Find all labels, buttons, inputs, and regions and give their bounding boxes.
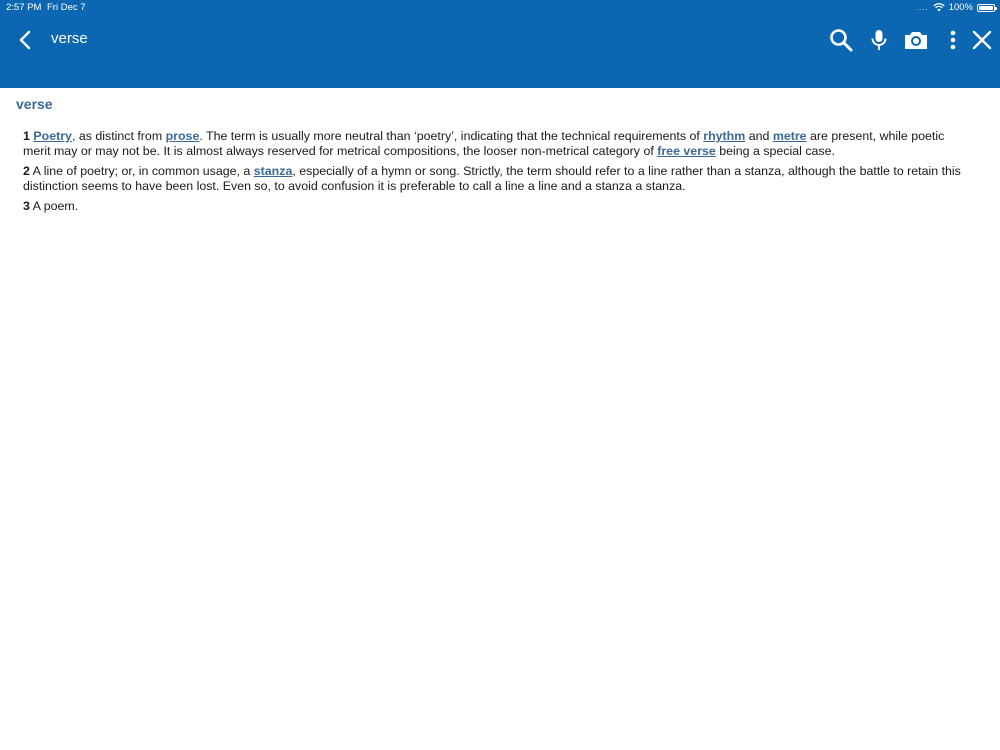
definition-number: 1 xyxy=(23,129,30,143)
cross-reference-link[interactable]: free verse xyxy=(657,144,716,158)
nav-bar xyxy=(0,22,1000,58)
back-chevron-icon xyxy=(14,26,38,54)
definition-text: are present, while poetic merit may or may not be. It is almost always reserved for metrical compositions, the looser non-metrical category of xyxy=(23,129,945,158)
definition-text: being a special case. xyxy=(715,144,835,158)
camera-button[interactable] xyxy=(902,26,930,54)
definition-number: 2 xyxy=(23,164,30,178)
camera-icon xyxy=(902,26,930,54)
cross-reference-link[interactable]: metre xyxy=(772,129,807,143)
definition-2 xyxy=(23,164,975,194)
definition-number: 3 xyxy=(23,199,30,213)
battery-percent: 100% xyxy=(948,2,973,13)
microphone-icon xyxy=(865,26,893,54)
battery-icon xyxy=(977,4,995,12)
close-button[interactable] xyxy=(968,26,996,54)
definition-3 xyxy=(23,199,975,214)
search-icon xyxy=(827,26,855,54)
search-button[interactable] xyxy=(827,26,855,54)
status-time: 2:57 PM xyxy=(6,2,42,13)
definition-text: , as distinct from xyxy=(71,129,166,143)
definition-text: A line of poetry; or, in common usage, a xyxy=(32,164,254,178)
cross-reference-link[interactable]: stanza xyxy=(253,164,293,178)
definition-list xyxy=(23,129,975,219)
app-header xyxy=(0,0,1000,88)
status-right xyxy=(916,2,995,13)
definition-text: and xyxy=(745,129,773,143)
definition-text: . The term is usually more neutral than ‘poetry’, indicating that the technical requirements of xyxy=(199,129,704,143)
status-date: Fri Dec 7 xyxy=(47,2,86,13)
definition-1 xyxy=(23,129,975,159)
definition-text: , especially of a hymn or song. Strictly, the term should refer to a line rather than a stanza, although the battle to retain this distinction seems to have been lost. Even so, to avoid confusion it is preferable to call a line a line and a stanza a stanza. xyxy=(23,164,961,193)
back-button[interactable] xyxy=(14,26,38,54)
more-vertical-icon xyxy=(939,26,967,54)
search-query-title[interactable]: verse xyxy=(51,30,88,47)
wifi-icon xyxy=(933,3,945,12)
voice-search-button[interactable] xyxy=(865,26,893,54)
status-bar xyxy=(0,0,1000,16)
signal-dots: .... xyxy=(915,3,929,12)
definition-text: A poem. xyxy=(32,199,79,213)
headword: verse xyxy=(16,96,53,112)
cross-reference-link[interactable]: prose xyxy=(165,129,200,143)
more-options-button[interactable] xyxy=(939,26,967,54)
cross-reference-link[interactable]: Poetry xyxy=(33,129,72,143)
cross-reference-link[interactable]: rhythm xyxy=(703,129,746,143)
close-icon xyxy=(968,26,996,54)
